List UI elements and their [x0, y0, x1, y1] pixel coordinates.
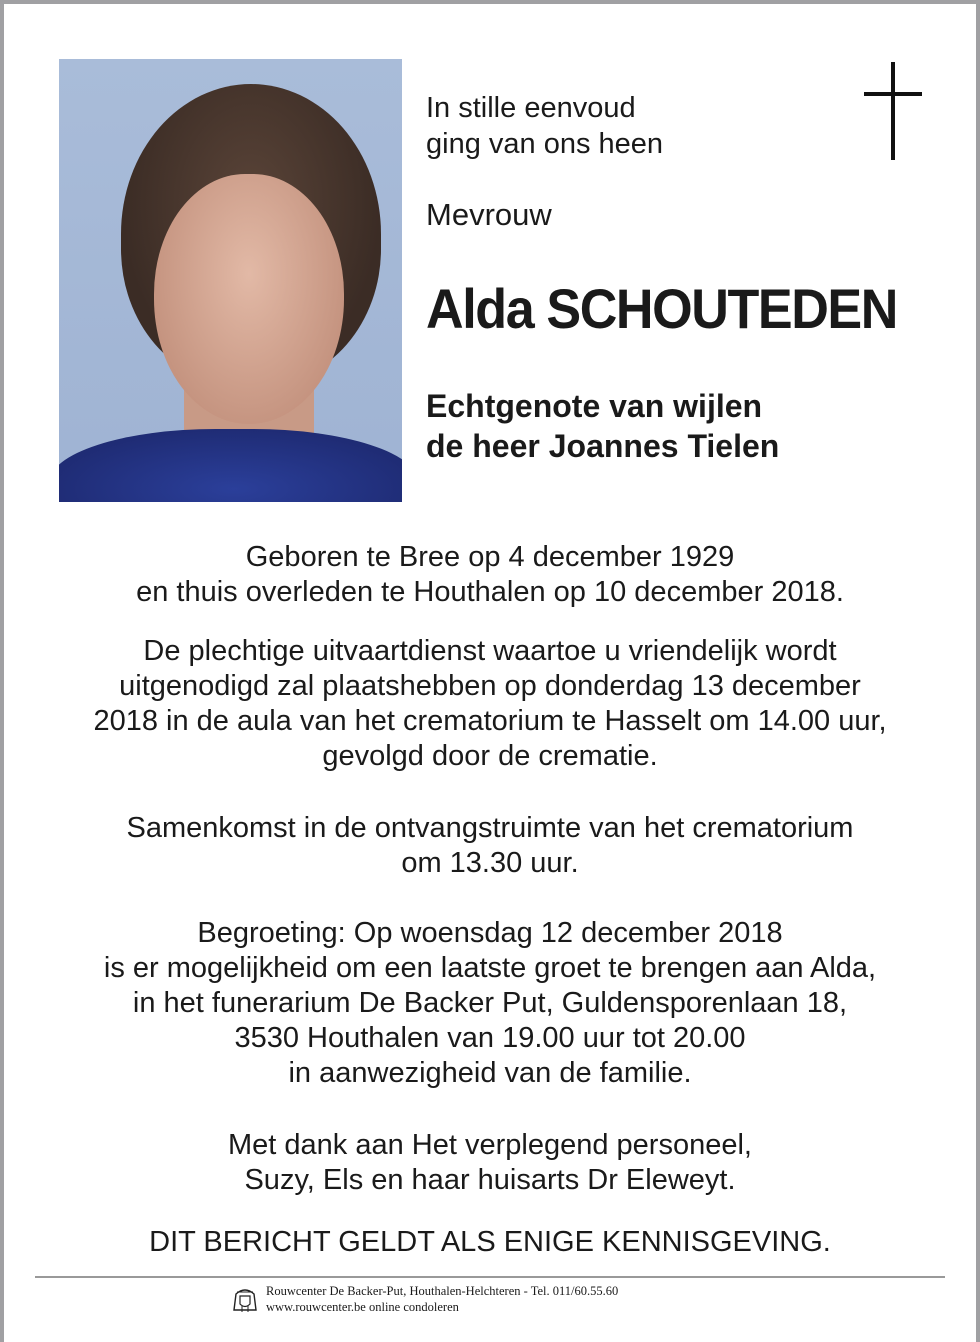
spouse-line: Echtgenote van wijlen [426, 388, 763, 424]
text-line: Geboren te Bree op 4 december 1929 [245, 541, 735, 573]
gathering-paragraph [40, 811, 940, 881]
text-line: en thuis overleden te Houthalen op 10 december 2018. [136, 576, 844, 608]
service-paragraph [40, 634, 940, 774]
intro-line: In stille eenvoud [426, 92, 636, 124]
text-line: Begroeting: Op woensdag 12 december 2018 [197, 917, 783, 949]
intro-text [426, 90, 663, 162]
text-line: 3530 Houthalen van 19.00 uur tot 20.00 [234, 1022, 746, 1054]
text-line: De plechtige uitvaartdienst waartoe u vriendelijk wordt [143, 635, 837, 667]
portrait-photo [59, 59, 402, 502]
footer-contact: Rouwcenter De Backer-Put, Houthalen-Helchteren - Tel. 011/60.55.60 [266, 1284, 619, 1298]
text-line: 2018 in de aula van het crematorium te Hasselt om 14.00 uur, [93, 705, 887, 737]
text-line: in aanwezigheid van de familie. [288, 1057, 692, 1089]
text-line: Samenkomst in de ontvangstruimte van het crematorium [126, 812, 854, 844]
cross-icon [864, 62, 922, 160]
footer-website[interactable]: www.rouwcenter.be online condoleren [266, 1300, 459, 1314]
birth-death-paragraph [40, 540, 940, 610]
footer-divider [35, 1276, 945, 1278]
greeting-paragraph [40, 916, 940, 1091]
text-line: in het funerarium De Backer Put, Guldensporenlaan 18, [132, 987, 848, 1019]
spouse-line: de heer Joannes Tielen [426, 428, 780, 464]
notice: DIT BERICHT GELDT ALS ENIGE KENNISGEVING. [149, 1226, 831, 1258]
text-line: Suzy, Els en haar huisarts Dr Eleweyt. [244, 1164, 736, 1196]
spouse-text [426, 386, 779, 466]
text-line: uitgenodigd zal plaatshebben op donderdag 13 december [119, 670, 861, 702]
text-line: Met dank aan Het verplegend personeel, [228, 1129, 752, 1161]
text-line: is er mogelijkheid om een laatste groet te brengen aan Alda, [103, 952, 877, 984]
footer [230, 1283, 618, 1315]
deceased-name: Alda SCHOUTEDEN [426, 277, 897, 340]
pharaoh-logo-icon [230, 1284, 260, 1314]
thanks-paragraph [40, 1128, 940, 1198]
title: Mevrouw [426, 197, 552, 232]
text-line: gevolgd door de crematie. [322, 740, 658, 772]
intro-line: ging van ons heen [426, 128, 664, 160]
text-line: om 13.30 uur. [401, 847, 579, 879]
